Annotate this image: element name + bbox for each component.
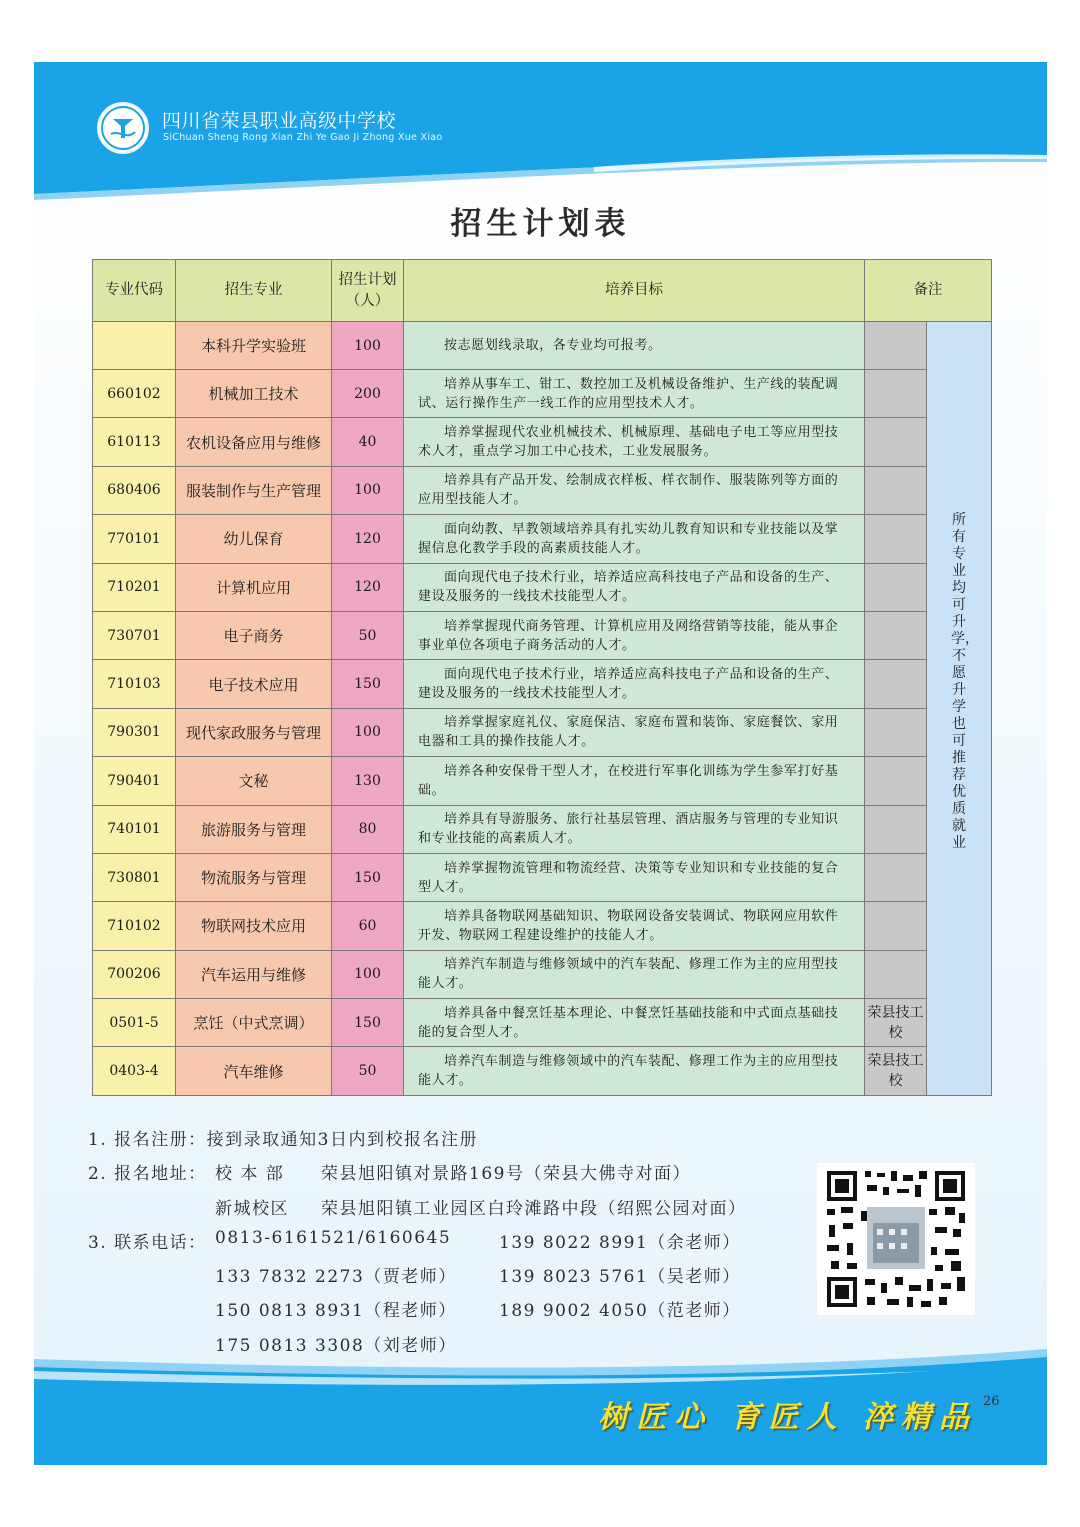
page-title: 招生计划表 [450, 206, 631, 242]
cell-code: 790301 [93, 708, 176, 756]
header-goal: 培养目标 [404, 260, 865, 322]
cell-count: 60 [332, 902, 404, 950]
header-major: 招生专业 [176, 260, 332, 322]
table-row [93, 999, 992, 1047]
table-row [93, 853, 992, 901]
cell-goal: 培养具有导游服务、旅行社基层管理、酒店服务与管理的专业知识和专业技能的高素质人才。 [404, 805, 865, 853]
table-row [93, 370, 992, 418]
note-new-campus-label: 新城校区 [215, 1199, 289, 1219]
cell-note [865, 708, 927, 756]
cell-note [865, 466, 927, 514]
header-code: 专业代码 [93, 260, 176, 322]
phone-number: 150 0813 8931（程老师） [215, 1301, 457, 1321]
phone-number: 175 0813 3308（刘老师） [215, 1336, 457, 1356]
cell-goal: 培养从事车工、钳工、数控加工及机械设备维护、生产线的装配调试、运行操作生产一线工作的应用型技术人才。 [404, 370, 865, 418]
note-main-campus: 荣县旭阳镇对景路169号（荣县大佛寺对面） [321, 1164, 691, 1184]
table-row [93, 466, 992, 514]
cell-goal: 面向现代电子技术行业，培养适应高科技电子产品和设备的生产、建设及服务的一线技术技能型人才。 [404, 563, 865, 611]
cell-major: 计算机应用 [176, 563, 332, 611]
cell-note [865, 515, 927, 563]
page-number: 26 [983, 1394, 1000, 1409]
cell-code [93, 322, 176, 370]
note-main-campus-label: 校 本 部 [215, 1164, 285, 1184]
cell-count: 150 [332, 853, 404, 901]
cell-goal: 培养掌握物流管理和物流经营、决策等专业知识和专业技能的复合型人才。 [404, 853, 865, 901]
cell-note [865, 950, 927, 998]
phone-number: 139 8022 8991（余老师） [499, 1233, 741, 1253]
cell-code: 710102 [93, 902, 176, 950]
cell-code: 730701 [93, 611, 176, 659]
cell-major: 烹饪（中式烹调） [176, 999, 332, 1047]
cell-goal: 培养汽车制造与维修领域中的汽车装配、修理工作为主的应用型技能人才。 [404, 950, 865, 998]
cell-major: 电子商务 [176, 611, 332, 659]
school-name-en: SiChuan Sheng Rong Xian Zhi Ye Gao Ji Zhong Xue Xiao [163, 132, 443, 143]
cell-code: 0403-4 [93, 1047, 176, 1095]
note-address-label: 2. 报名地址： [88, 1164, 207, 1184]
cell-code: 610113 [93, 418, 176, 466]
phone-number: 133 7832 2273（贾老师） [215, 1267, 457, 1287]
cell-count: 100 [332, 950, 404, 998]
table-row [93, 757, 992, 805]
phone-number: 189 9002 4050（范老师） [499, 1301, 741, 1321]
cell-major: 农机设备应用与维修 [176, 418, 332, 466]
cell-goal: 培养各种安保骨干型人才，在校进行军事化训练为学生参军打好基础。 [404, 757, 865, 805]
cell-major: 文秘 [176, 757, 332, 805]
cell-count: 80 [332, 805, 404, 853]
cell-count: 40 [332, 418, 404, 466]
phone-number: 0813-6161521/6160645 [215, 1228, 452, 1248]
cell-count: 120 [332, 515, 404, 563]
cell-note [865, 370, 927, 418]
cell-goal: 培养具备物联网基础知识、物联网设备安装调试、物联网应用软件开发、物联网工程建设维护的技能人才。 [404, 902, 865, 950]
cell-goal: 面向幼教、早教领域培养具有扎实幼儿教育知识和专业技能以及掌握信息化教学手段的高素质技能人才。 [404, 515, 865, 563]
side-note-text: 所有专业均可升学，不愿升学也可推荐优质就业 [951, 512, 979, 851]
cell-code: 710201 [93, 563, 176, 611]
side-note [927, 322, 992, 1096]
cell-note [865, 902, 927, 950]
cell-major: 汽车维修 [176, 1047, 332, 1095]
table-row [93, 563, 992, 611]
table-row [93, 322, 992, 370]
cell-code: 730801 [93, 853, 176, 901]
cell-major: 电子技术应用 [176, 660, 332, 708]
cell-goal: 按志愿划线录取，各专业均可报考。 [404, 322, 865, 370]
header-remark: 备注 [865, 260, 992, 322]
cell-major: 汽车运用与维修 [176, 950, 332, 998]
cell-code: 680406 [93, 466, 176, 514]
note-phone-label: 3. 联系电话： [88, 1233, 207, 1253]
table-row [93, 950, 992, 998]
cell-goal: 培养掌握现代农业机械技术、机械原理、基础电子电工等应用型技术人才，重点学习加工中心技术，工业发展服务。 [404, 418, 865, 466]
table-header-row [93, 260, 992, 322]
cell-code: 710103 [93, 660, 176, 708]
slogan: 树匠心 育匠人 淬精品 [598, 1400, 977, 1435]
cell-code: 740101 [93, 805, 176, 853]
table-row [93, 515, 992, 563]
cell-goal: 培养具有产品开发、绘制成衣样板、样衣制作、服装陈列等方面的应用型技能人才。 [404, 466, 865, 514]
cell-note [865, 563, 927, 611]
school-name-cn: 四川省荣县职业高级中学校 [162, 110, 397, 132]
cell-note [865, 418, 927, 466]
cell-code: 0501-5 [93, 999, 176, 1047]
cell-note [865, 805, 927, 853]
cell-count: 50 [332, 1047, 404, 1095]
cell-major: 幼儿保育 [176, 515, 332, 563]
cell-count: 100 [332, 708, 404, 756]
cell-count: 130 [332, 757, 404, 805]
cell-major: 物流服务与管理 [176, 853, 332, 901]
cell-major: 机械加工技术 [176, 370, 332, 418]
cell-major: 旅游服务与管理 [176, 805, 332, 853]
table-row [93, 611, 992, 659]
cell-goal: 面向现代电子技术行业，培养适应高科技电子产品和设备的生产、建设及服务的一线技术技能型人才。 [404, 660, 865, 708]
cell-code: 790401 [93, 757, 176, 805]
table-row [93, 708, 992, 756]
note-register: 1. 报名注册：接到录取通知3日内到校报名注册 [88, 1130, 478, 1150]
cell-note: 荣县技工校 [865, 1047, 927, 1095]
cell-code: 770101 [93, 515, 176, 563]
header-count: 招生计划（人） [332, 260, 404, 322]
cell-goal: 培养具备中餐烹饪基本理论、中餐烹饪基础技能和中式面点基础技能的复合型人才。 [404, 999, 865, 1047]
table-row [93, 1047, 992, 1095]
cell-count: 120 [332, 563, 404, 611]
cell-note [865, 853, 927, 901]
qr-code [817, 1163, 975, 1315]
cell-goal: 培养汽车制造与维修领域中的汽车装配、修理工作为主的应用型技能人才。 [404, 1047, 865, 1095]
cell-note [865, 757, 927, 805]
table-row [93, 660, 992, 708]
cell-code: 660102 [93, 370, 176, 418]
cell-major: 本科升学实验班 [176, 322, 332, 370]
note-new-campus: 荣县旭阳镇工业园区白玲滩路中段（绍熙公园对面） [321, 1199, 747, 1219]
phone-number: 139 8023 5761（吴老师） [499, 1267, 741, 1287]
cell-major: 服装制作与生产管理 [176, 466, 332, 514]
cell-count: 50 [332, 611, 404, 659]
cell-note [865, 660, 927, 708]
cell-count: 100 [332, 322, 404, 370]
enrollment-plan-table [92, 259, 992, 1096]
cell-major: 物联网技术应用 [176, 902, 332, 950]
cell-count: 100 [332, 466, 404, 514]
cell-note: 荣县技工校 [865, 999, 927, 1047]
cell-note [865, 611, 927, 659]
school-logo [97, 102, 149, 154]
cell-goal: 培养掌握家庭礼仪、家庭保洁、家庭布置和装饰、家庭餐饮、家用电器和工具的操作技能人才。 [404, 708, 865, 756]
cell-goal: 培养掌握现代商务管理、计算机应用及网络营销等技能，能从事企事业单位各项电子商务活动的人才。 [404, 611, 865, 659]
brochure-page [34, 62, 1047, 1465]
cell-note [865, 322, 927, 370]
table-row [93, 902, 992, 950]
cell-count: 150 [332, 999, 404, 1047]
cell-major: 现代家政服务与管理 [176, 708, 332, 756]
cell-count: 200 [332, 370, 404, 418]
table-row [93, 805, 992, 853]
cell-count: 150 [332, 660, 404, 708]
cell-code: 700206 [93, 950, 176, 998]
table-row [93, 418, 992, 466]
